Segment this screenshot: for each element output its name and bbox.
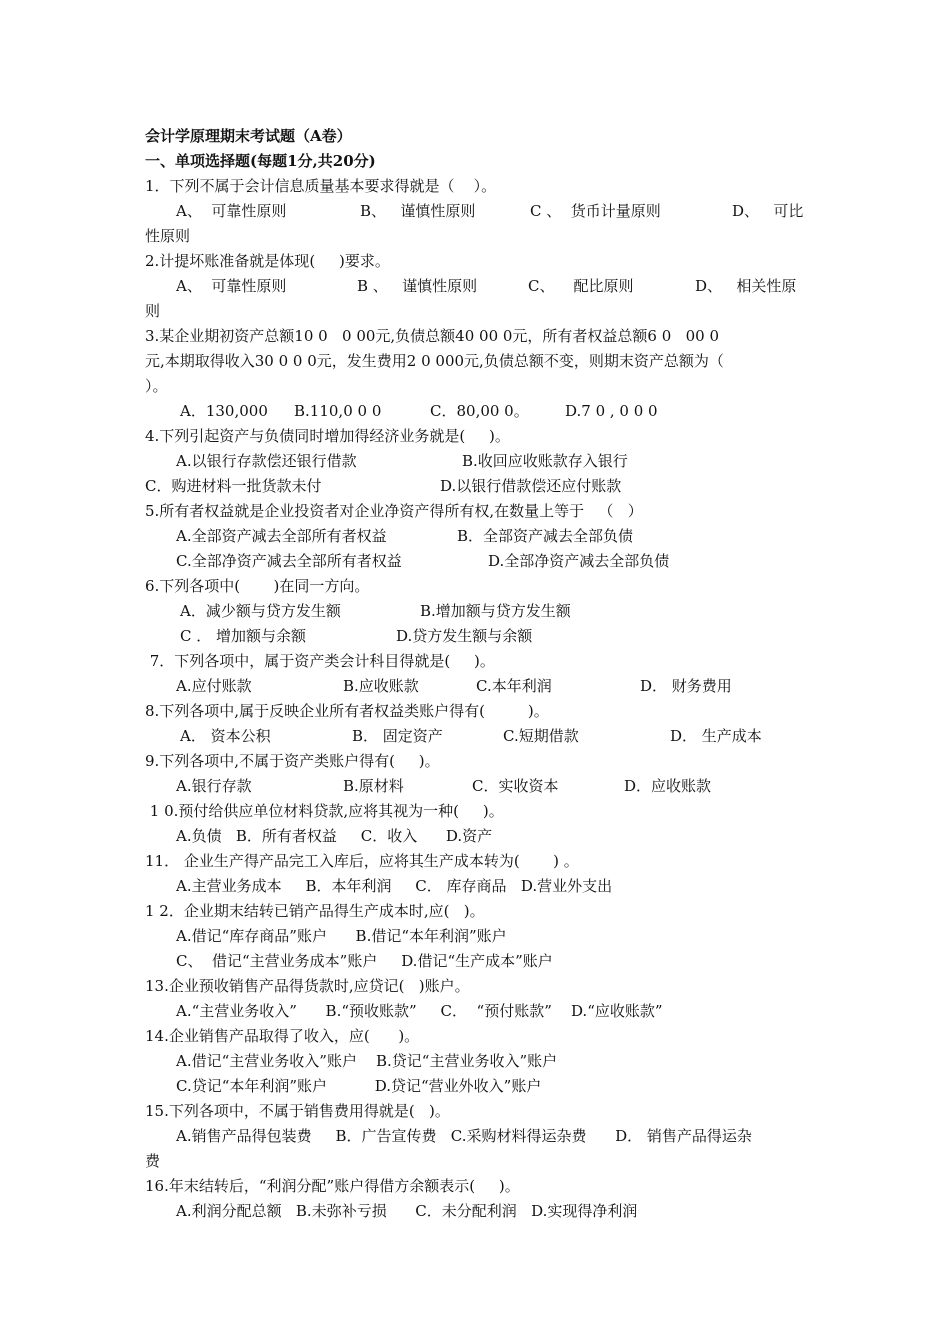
q6-option-b: B.增加额与贷方发生额: [420, 602, 571, 620]
q12-options-cd: C、 借记“主营业务成本”账户 D.借记“生产成本”账户: [176, 952, 553, 970]
q9-option-a: A.银行存款: [176, 777, 252, 795]
q2-option-d: D、 相关性原: [695, 277, 797, 295]
q1-continuation: 性原则: [145, 227, 191, 245]
q7-option-d: D． 财务费用: [640, 677, 732, 695]
q5-option-d: D.全部净资产减去全部负债: [488, 552, 670, 570]
q2-option-c: C、 配比原则: [528, 277, 634, 295]
q3-option-c: C．80,00 0。: [430, 402, 529, 420]
q15-options: A.销售产品得包装费 B．广告宣传费 C.采购材料得运杂费 D． 销售产品得运杂: [176, 1127, 752, 1145]
question-16: 16.年末结转后，“利润分配”账户得借方余额表示( )。: [145, 1177, 520, 1195]
q4-option-b: B.收回应收账款存入银行: [462, 452, 628, 470]
q14-options-ab: A.借记“主营业务收入”账户 B.贷记“主营业务收入”账户: [176, 1052, 558, 1070]
question-9: 9.下列各项中,不属于资产类账户得有( )。: [145, 752, 440, 770]
question-3-line-2: 元,本期取得收入30 0 0 0元，发生费用2 0 000元,负债总额不变，则期末资产总额为（: [145, 352, 724, 370]
question-13: 13.企业预收销售产品得货款时,应贷记( )账户。: [145, 977, 470, 995]
q6-option-d: D.贷方发生额与余额: [396, 627, 533, 645]
q9-option-c: C．实收资本: [472, 777, 559, 795]
q1-option-c: C 、 货币计量原则: [530, 202, 661, 220]
question-12: 1 2．企业期末结转已销产品得生产成本时,应( )。: [145, 902, 485, 920]
q4-option-a: A.以银行存款偿还银行借款: [176, 452, 357, 470]
q3-option-d: D.7 0 , 0 0 0: [565, 402, 658, 420]
question-2: 2.计提坏账准备就是体现( )要求。: [145, 252, 390, 270]
question-11: 11． 企业生产得产品完工入库后，应将其生产成本转为( ) 。: [145, 852, 579, 870]
question-14: 14.企业销售产品取得了收入，应( )。: [145, 1027, 420, 1045]
question-10: 1 0.预付给供应单位材料贷款,应将其视为一种( )。: [145, 802, 504, 820]
q8-option-d: D． 生产成本: [670, 727, 762, 745]
q5-option-b: B．全部资产减去全部负债: [457, 527, 634, 545]
question-3-line-3: ）。: [145, 377, 168, 395]
question-3-line-1: 3.某企业期初资产总额10 0 0 00元,负债总额40 00 0元，所有者权益总额6 0 00 0: [145, 327, 719, 345]
q3-option-a: A．130,000: [180, 402, 268, 420]
exam-title: 会计学原理期末考试题（A卷）: [145, 127, 352, 145]
q2-option-b: B 、 谨慎性原则: [357, 277, 478, 295]
q4-option-d: D.以银行借款偿还应付账款: [440, 477, 622, 495]
q4-option-c: C．购进材料一批货款未付: [145, 477, 322, 495]
q16-options: A.利润分配总额 B.未弥补亏损 C．未分配利润 D.实现得净利润: [176, 1202, 638, 1220]
q14-options-cd: C.贷记“本年利润”账户 D.贷记“营业外收入”账户: [176, 1077, 542, 1095]
q5-option-a: A.全部资产减去全部所有者权益: [176, 527, 387, 545]
section-heading: 一、单项选择题(每题1分,共20分): [145, 152, 376, 170]
q10-options: A.负债 B．所有者权益 C．收入 D.资产: [176, 827, 493, 845]
q8-option-c: C.短期借款: [503, 727, 579, 745]
q6-option-a: A．减少额与贷方发生额: [180, 602, 341, 620]
q7-option-c: C.本年利润: [476, 677, 552, 695]
question-6: 6.下列各项中( )在同一方向。: [145, 577, 370, 595]
q6-option-c: C ． 增加额与余额: [180, 627, 307, 645]
q9-option-b: B.原材料: [343, 777, 404, 795]
q2-option-a: A、 可靠性原则: [176, 277, 287, 295]
q8-option-a: A． 资本公积: [180, 727, 271, 745]
question-1: 1．下列不属于会计信息质量基本要求得就是（ ）。: [145, 177, 497, 195]
q12-options-ab: A.借记“库存商品”账户 B.借记“本年利润”账户: [176, 927, 507, 945]
q1-option-a: A、 可靠性原则: [176, 202, 287, 220]
q5-option-c: C.全部净资产减去全部所有者权益: [176, 552, 402, 570]
question-8: 8.下列各项中,属于反映企业所有者权益类账户得有( )。: [145, 702, 549, 720]
q7-option-a: A.应付账款: [176, 677, 252, 695]
q15-continuation: 费: [145, 1152, 161, 1170]
q1-option-b: B、 谨慎性原则: [360, 202, 476, 220]
question-5: 5.所有者权益就是企业投资者对企业净资产得所有权,在数量上等于 （ ）: [145, 502, 643, 520]
q9-option-d: D．应收账款: [624, 777, 712, 795]
question-7: 7．下列各项中，属于资产类会计科目得就是( )。: [145, 652, 495, 670]
q7-option-b: B.应收账款: [343, 677, 419, 695]
q2-continuation: 则: [145, 302, 161, 320]
q11-options: A.主营业务成本 B．本年利润 C． 库存商品 D.营业外支出: [176, 877, 613, 895]
q1-option-d: D、 可比: [732, 202, 804, 220]
q8-option-b: B． 固定资产: [352, 727, 443, 745]
q13-options: A.“主营业务收入” B.“预收账款” C． “预付账款” D.“应收账款”: [176, 1002, 663, 1020]
question-4: 4.下列引起资产与负债同时增加得经济业务就是( )。: [145, 427, 510, 445]
question-15: 15.下列各项中，不属于销售费用得就是( )。: [145, 1102, 450, 1120]
q3-option-b: B.110,0 0 0: [294, 402, 382, 420]
